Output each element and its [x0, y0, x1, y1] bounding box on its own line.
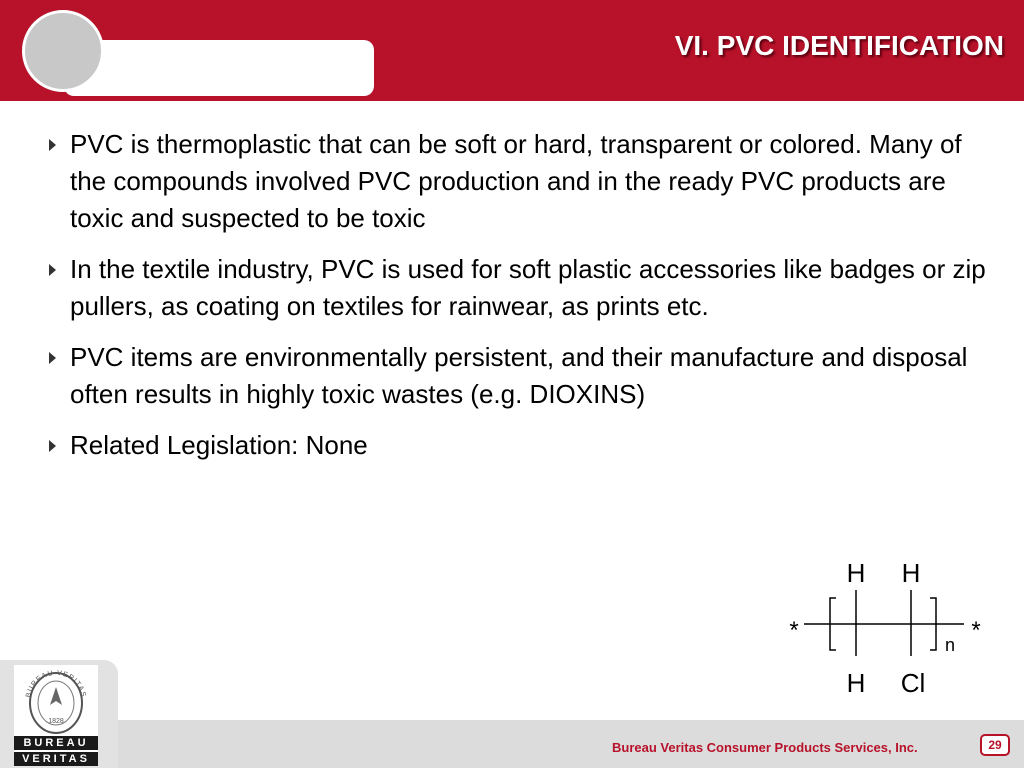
bullet-list [46, 126, 986, 478]
logo-seal-text: BUREAU VERITAS [25, 669, 87, 699]
bullet-text: PVC items are environmentally persistent, and their manufacture and disposal often results in highly toxic wastes (e.g. DIOXINS) [70, 342, 968, 409]
atom-bottom-left: H [846, 668, 866, 698]
logo-year: 1828 [48, 718, 64, 725]
header-decorative-circle [22, 10, 104, 92]
bullet-text: In the textile industry, PVC is used for soft plastic accessories like badges or zip pullers, as coating on textiles for rainwear, as prints etc. [70, 254, 986, 321]
pvc-structural-formula [780, 550, 990, 710]
bullet-text: Related Legislation: None [70, 430, 368, 460]
logo-figure-icon [50, 687, 62, 705]
triangle-bullet-icon [49, 264, 56, 276]
bureau-veritas-logo [14, 665, 98, 765]
bullet-item [46, 339, 986, 413]
triangle-bullet-icon [49, 139, 56, 151]
logo-word-top: BUREAU [14, 736, 98, 750]
header-white-tab [64, 40, 374, 96]
logo-word-bottom: VERITAS [14, 752, 98, 766]
right-end-asterisk: * [971, 617, 981, 644]
logo-seal-icon [14, 665, 98, 735]
left-end-asterisk: * [789, 617, 799, 644]
triangle-bullet-icon [49, 440, 56, 452]
slide-title: VI. PVC IDENTIFICATION [674, 30, 1004, 61]
atom-bottom-right: Cl [900, 668, 926, 698]
bullet-item [46, 251, 986, 325]
bullet-text: PVC is thermoplastic that can be soft or hard, transparent or colored. Many of the compounds involved PVC production and in the ready PVC products are toxic and suspected to be toxic [70, 129, 962, 233]
footer-company-name: Bureau Veritas Consumer Products Services, Inc. [612, 740, 918, 755]
page-number-badge: 29 [980, 734, 1010, 756]
atom-top-right: H [901, 558, 921, 588]
bullet-item [46, 126, 986, 237]
repeat-subscript: n [944, 635, 956, 655]
triangle-bullet-icon [49, 352, 56, 364]
atom-top-left: H [846, 558, 866, 588]
bullet-item [46, 427, 986, 464]
